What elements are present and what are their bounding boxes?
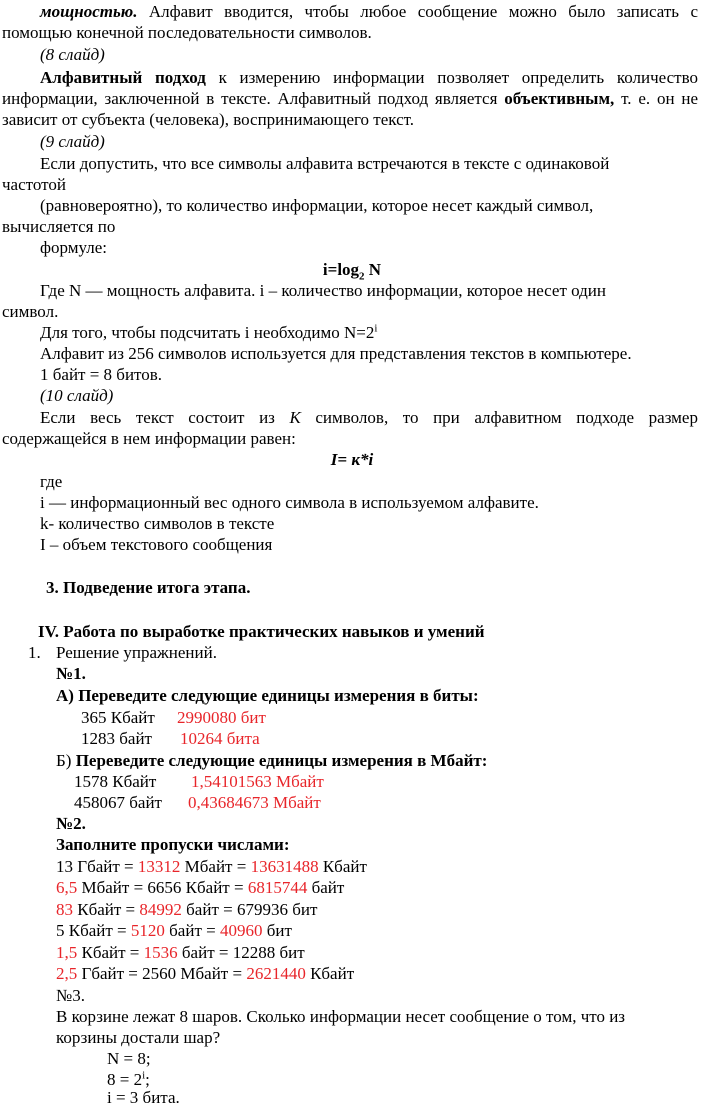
answer: 1,54101563 Мбайт [191, 772, 324, 791]
exercise-subtitle: А) Переведите следующие единицы измерения в биты: [56, 686, 479, 705]
exercise-subtitle: Б) Переведите следующие единицы измерения в Мбайт: [56, 751, 488, 770]
bold-term: объективным, [504, 89, 615, 108]
exercise-row: 1283 байт 10264 бита [81, 729, 260, 748]
answer: 2,5 [56, 964, 78, 983]
paragraph-line: i — информационный вес одного символа в используемом алфавите. [40, 493, 539, 512]
answer: 10264 бита [180, 729, 260, 748]
paragraph-line: В корзине лежат 8 шаров. Сколько информации несет сообщение о том, что из [56, 1007, 626, 1026]
answer: 1,5 [56, 942, 78, 962]
paragraph-line: Алфавитный подход к измерению информации позволяет определить количество [40, 68, 698, 87]
answer: 2621440 [246, 964, 306, 983]
slide-marker: (10 слайд) [40, 386, 114, 405]
conversion-row: 5 Кбайт = 5120 байт = 40960 бит [56, 921, 292, 941]
paragraph-line: мощностью. Алфавит вводится, чтобы любое сообщение можно было записать с [40, 2, 698, 21]
conversion-row: 2,5 Гбайт = 2560 Мбайт = 2621440 Кбайт [56, 964, 355, 983]
answer: 5120 [130, 921, 165, 941]
exercise-row: 1578 Кбайт 1,54101563 Мбайт [74, 772, 324, 791]
paragraph-line: (равновероятно), то количество информации, которое несет каждый символ, [40, 196, 594, 215]
formula-volume: I= к*i [330, 450, 374, 469]
answer: 1536 [143, 942, 178, 962]
paragraph-line: k- количество символов в тексте [40, 514, 275, 533]
answer: 6815744 [247, 878, 308, 898]
paragraph-line: 1 байт = 8 битов. [40, 365, 163, 384]
exercise-row: 365 Кбайт 2990080 бит [81, 708, 266, 727]
slide-marker: (8 слайд) [40, 45, 105, 64]
bold-term: мощностью. [40, 2, 138, 21]
section-heading: IV. Работа по выработке практических навыков и умений [38, 622, 485, 641]
paragraph-line: помощью конечной последовательности символов. [2, 23, 372, 42]
paragraph-line: частотой [2, 175, 66, 194]
exercise-title: №2. [56, 814, 86, 833]
paragraph-line: формуле: [40, 238, 108, 257]
exercise-subtitle: Заполните пропуски числами: [56, 835, 290, 854]
paragraph-line: Где N — мощность алфавита. i – количество информации, которое несет один [40, 281, 607, 300]
paragraph-line: Для того, чтобы подсчитать i необходимо $N=2^i$ [40, 322, 378, 342]
list-number: 1. [28, 643, 41, 662]
answer: 40960 [219, 921, 263, 941]
paragraph-line: содержащейся в нем информации равен: [2, 429, 296, 448]
conversion-row: 83 Кбайт = 84992 байт = 679936 бит [56, 899, 318, 919]
conversion-row: 1,5 Кбайт = 1536 байт = 12288 бит [56, 942, 305, 962]
list-item-text: Решение упражнений. [56, 643, 217, 662]
solution-line: i = 3 бита. [107, 1088, 180, 1107]
answer: 83 [56, 899, 73, 919]
paragraph-line: зависит от субъекта (человека), воспринимающего текст. [2, 110, 415, 129]
answer: 0,43684673 Мбайт [188, 793, 321, 812]
answer: 84992 [139, 899, 182, 919]
section-heading: 3. Подведение итога этапа. [46, 578, 251, 597]
paragraph-line: где [40, 472, 63, 491]
solution-line: $8 = 2^i$; [107, 1069, 150, 1089]
paragraph-line: вычисляется по [2, 217, 116, 236]
paragraph-line: информации, заключенной в тексте. Алфавитный подход является объективным, т. е. он не [2, 89, 699, 108]
paragraph-line: Алфавит из 256 символов используется для представления текстов в компьютере. [40, 344, 632, 363]
bold-term: Алфавитный подход [40, 68, 206, 87]
answer: 2990080 бит [177, 708, 266, 727]
exercise-title: №3. [56, 986, 85, 1005]
solution-line: N = 8; [107, 1049, 151, 1068]
answer: 13312 [137, 857, 181, 876]
conversion-row: 13 Гбайт = 13312 Мбайт = 13631488 Кбайт [56, 857, 367, 876]
conversion-row: 6,5 Мбайт = 6656 Кбайт = 6815744 байт [56, 878, 345, 898]
paragraph-line: символ. [2, 302, 59, 321]
paragraph-line: корзины достали шар? [56, 1028, 221, 1047]
formula-information: $i=\log_2$ N [322, 260, 382, 283]
answer: 6,5 [56, 878, 78, 898]
paragraph-line: I – объем текстового сообщения [40, 535, 273, 554]
slide-marker: (9 слайд) [40, 132, 105, 151]
exercise-title: №1. [56, 664, 86, 683]
answer: 13631488 [250, 857, 319, 876]
paragraph-line: Если допустить, что все символы алфавита встречаются в тексте с одинаковой [40, 154, 610, 173]
exercise-row: 458067 байт 0,43684673 Мбайт [74, 793, 321, 812]
paragraph-line: Если весь текст состоит из К символов, то при алфавитном подходе размер [40, 408, 698, 427]
